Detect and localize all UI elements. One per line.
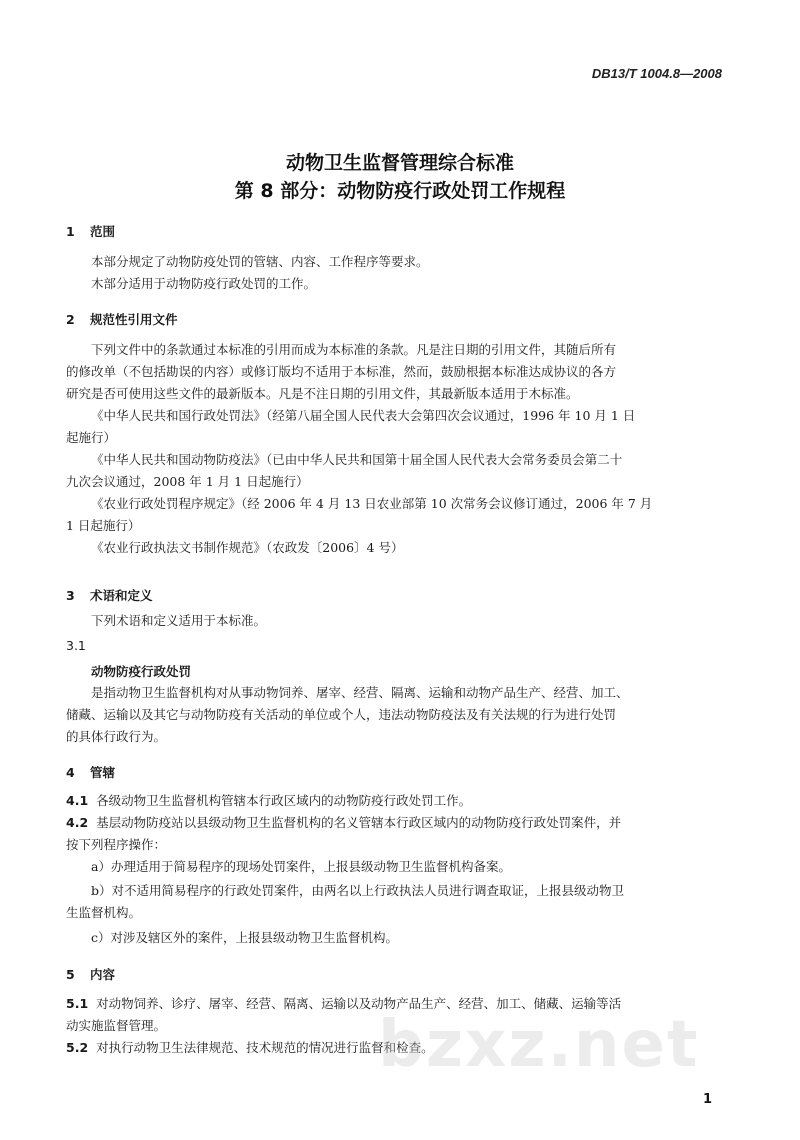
section-5-heading <box>66 965 115 983</box>
section-title: 管辖 <box>90 765 116 780</box>
term-title: 动物防疫行政处罚 <box>91 664 192 679</box>
clause-text: 对动物饲养、诊疗、屠宰、经营、隔离、运输以及动物产品生产、经营、加工、储藏、运输等活 <box>96 996 622 1011</box>
section-number: 5 <box>66 967 75 982</box>
paragraph: 本部分规定了动物防疫处罚的管辖、内容、工作程序等要求。 <box>91 254 429 269</box>
section-number: 3 <box>66 588 75 603</box>
text-line: 下列文件中的条款通过本标准的引用而成为本标准的条款。凡是注日期的引用文件，其随后所有 <box>91 342 617 357</box>
reference-list <box>66 405 746 559</box>
text-line: 的具体行政行为。 <box>66 729 167 744</box>
text-line: 九次会议通过，2008 年 1 月 1 日起施行） <box>66 474 309 489</box>
clause-number: 5.2 <box>66 1040 89 1055</box>
reference-item <box>66 537 746 559</box>
text-line: a）办理适用于简易程序的现场处罚案件，上报县级动物卫生监督机构备案。 <box>91 859 511 874</box>
list-item <box>66 880 746 924</box>
clause-text: 各级动物卫生监督机构管辖本行政区域内的动物防疫行政处罚工作。 <box>96 793 472 808</box>
paragraph: 木部分适用于动物防疫行政处罚的工作。 <box>91 276 317 291</box>
text-line: 研究是否可使用这些文件的最新版本。凡是不注日期的引用文件，其最新版本适用于木标准。 <box>66 386 579 401</box>
section-3-intro <box>66 610 746 632</box>
standard-code: DB13/T 1004.8—2008 <box>591 66 722 81</box>
section-2-heading <box>66 310 178 328</box>
section-1-body <box>66 251 746 295</box>
clause-number: 4.1 <box>66 793 89 808</box>
clause-number: 3.1 <box>66 638 86 653</box>
section-1-heading <box>66 222 115 240</box>
text-line: 生监督机构。 <box>66 905 142 920</box>
section-title: 术语和定义 <box>90 588 153 603</box>
reference-item <box>66 449 746 493</box>
section-4-heading <box>66 763 115 781</box>
text-line: 动实施监督管理。 <box>66 1018 167 1033</box>
section-number: 1 <box>66 224 75 239</box>
section-2-intro <box>66 339 746 405</box>
text-line: 1 日起施行） <box>66 518 141 533</box>
text-line: b）对不适用简易程序的行政处罚案件，由两名以上行政执法人员进行调查取证，上报县级动物卫 <box>91 883 625 898</box>
list-item <box>66 856 746 878</box>
section-title: 规范性引用文件 <box>90 312 178 327</box>
watermark: bzxz.net <box>378 1008 700 1082</box>
list-item <box>66 927 746 949</box>
text-line: 《中华人民共和国行政处罚法》（经第八届全国人民代表大会第四次会议通过，1996 年 10 月 1 日 <box>91 408 636 423</box>
section-number: 2 <box>66 312 75 327</box>
text-line: 起施行） <box>66 430 117 445</box>
clause-text: 对执行动物卫生法律规范、技术规范的情况进行监督和检查。 <box>96 1040 434 1055</box>
text-line: 是指动物卫生监督机构对从事动物饲养、屠宰、经营、隔离、运输和动物产品生产、经营、加工、 <box>91 685 629 700</box>
section-title: 内容 <box>90 967 116 982</box>
text-line: c）对涉及辖区外的案件，上报县级动物卫生监督机构。 <box>91 930 399 945</box>
document-title: 动物卫生监督管理综合标准 <box>285 152 514 174</box>
term-definition <box>66 682 746 748</box>
clause-4-1 <box>66 790 756 812</box>
text-line: 的修改单（不包括勘误的内容）或修订版均不适用于本标准，然而，鼓励根据本标准达成协议的各方 <box>66 364 617 379</box>
document-subtitle: 第 8 部分：动物防疫行政处罚工作规程 <box>234 180 566 202</box>
text-line: 《农业行政处罚程序规定》（经 2006 年 4 月 13 日农业部第 10 次常务会议修订通过，2006 年 7 月 <box>91 496 653 511</box>
clause-number: 4.2 <box>66 815 89 830</box>
page-number: 1 <box>702 1092 712 1107</box>
text-line: 《中华人民共和国动物防疫法》（已由中华人民共和国第十届全国人民代表大会常务委员会第二十 <box>91 452 623 467</box>
text-line: 储藏、运输以及其它与动物防疫有关活动的单位或个人，违法动物防疫法及有关法规的行为进行处罚 <box>66 707 617 722</box>
paragraph: 下列术语和定义适用于本标准。 <box>91 613 267 628</box>
text-line: 《农业行政执法文书制作规范》（农政发〔2006〕4 号） <box>91 540 404 555</box>
section-title: 范围 <box>90 224 116 239</box>
reference-item <box>66 405 746 449</box>
clause-text: 基层动物防疫站以县级动物卫生监督机构的名义管辖本行政区域内的动物防疫行政处罚案件，并 <box>96 815 622 830</box>
reference-item <box>66 493 746 537</box>
clause-4-2 <box>66 812 756 856</box>
section-number: 4 <box>66 765 75 780</box>
text-line: 按下列程序操作： <box>66 837 167 852</box>
section-3-heading <box>66 586 153 604</box>
clause-number: 5.1 <box>66 996 89 1011</box>
